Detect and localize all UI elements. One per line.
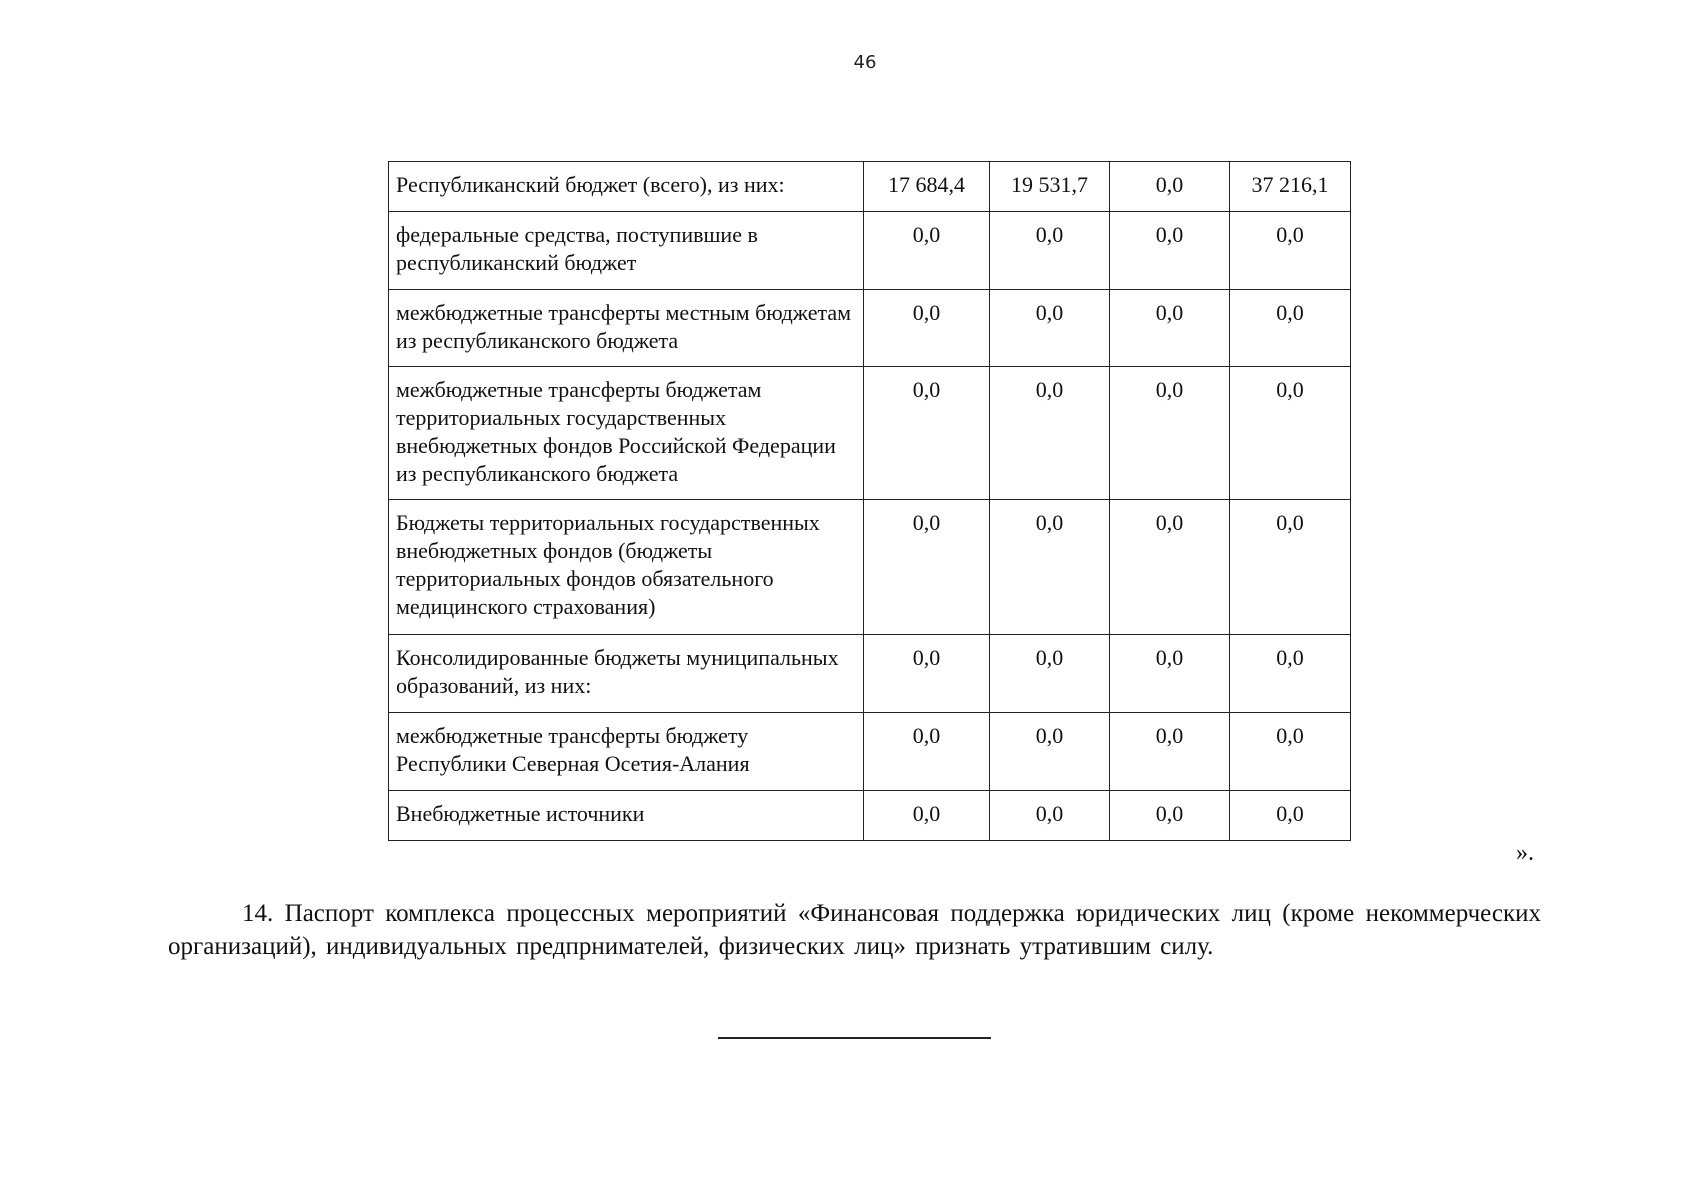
row-value: 0,0	[1110, 713, 1230, 791]
row-label: федеральные средства, поступившие в республиканский бюджет	[389, 212, 864, 290]
row-value: 0,0	[1110, 500, 1230, 635]
table-row	[389, 367, 1351, 500]
table-row	[389, 635, 1351, 713]
row-value: 0,0	[1110, 162, 1230, 212]
row-value: 0,0	[990, 500, 1110, 635]
end-rule	[718, 1037, 991, 1039]
row-value: 0,0	[1110, 635, 1230, 713]
row-value: 0,0	[1230, 791, 1351, 841]
row-label: Консолидированные бюджеты муниципальных образований, из них:	[389, 635, 864, 713]
row-value: 0,0	[864, 713, 990, 791]
row-value: 0,0	[864, 290, 990, 367]
row-value: 0,0	[1230, 500, 1351, 635]
row-value: 0,0	[864, 635, 990, 713]
row-value: 0,0	[864, 500, 990, 635]
row-value: 0,0	[990, 290, 1110, 367]
row-value: 0,0	[1110, 290, 1230, 367]
row-value: 0,0	[990, 791, 1110, 841]
table-row	[389, 162, 1351, 212]
row-value: 0,0	[864, 212, 990, 290]
row-value: 0,0	[990, 713, 1110, 791]
row-value: 17 684,4	[864, 162, 990, 212]
row-label: Республиканский бюджет (всего), из них:	[389, 162, 864, 212]
row-label: межбюджетные трансферты бюджету Республики Северная Осетия-Алания	[389, 713, 864, 791]
row-value: 0,0	[864, 367, 990, 500]
row-value: 0,0	[1230, 290, 1351, 367]
item-14-paragraph: 14. Паспорт комплекса процессных мероприятий «Финансовая поддержка юридических лиц (кроме некоммерческих организаций), индивидуальных предпрнимателей, физических лиц» признать утратившим силу.	[168, 900, 1541, 960]
row-value: 0,0	[1230, 635, 1351, 713]
row-value: 0,0	[864, 791, 990, 841]
row-value: 37 216,1	[1230, 162, 1351, 212]
table-row	[389, 290, 1351, 367]
page-number: 46	[853, 52, 877, 73]
row-label: Бюджеты территориальных государственных внебюджетных фондов (бюджеты территориальных фондов обязательного медицинского страхования)	[389, 500, 864, 635]
row-value: 0,0	[990, 212, 1110, 290]
row-value: 0,0	[1110, 367, 1230, 500]
row-value: 0,0	[1110, 791, 1230, 841]
table-row	[389, 500, 1351, 635]
row-value: 19 531,7	[990, 162, 1110, 212]
table-row	[389, 791, 1351, 841]
row-label: Внебюджетные источники	[389, 791, 864, 841]
row-label: межбюджетные трансферты бюджетам территориальных государственных внебюджетных фондов Российской Федерации из республиканского бюджета	[389, 367, 864, 500]
row-value: 0,0	[990, 635, 1110, 713]
row-value: 0,0	[990, 367, 1110, 500]
budget-table	[388, 161, 1351, 841]
row-value: 0,0	[1230, 713, 1351, 791]
row-value: 0,0	[1110, 212, 1230, 290]
row-label: межбюджетные трансферты местным бюджетам из республиканского бюджета	[389, 290, 864, 367]
row-value: 0,0	[1230, 212, 1351, 290]
closing-quote: ».	[1516, 840, 1534, 866]
table-row	[389, 713, 1351, 791]
table-row	[389, 212, 1351, 290]
row-value: 0,0	[1230, 367, 1351, 500]
